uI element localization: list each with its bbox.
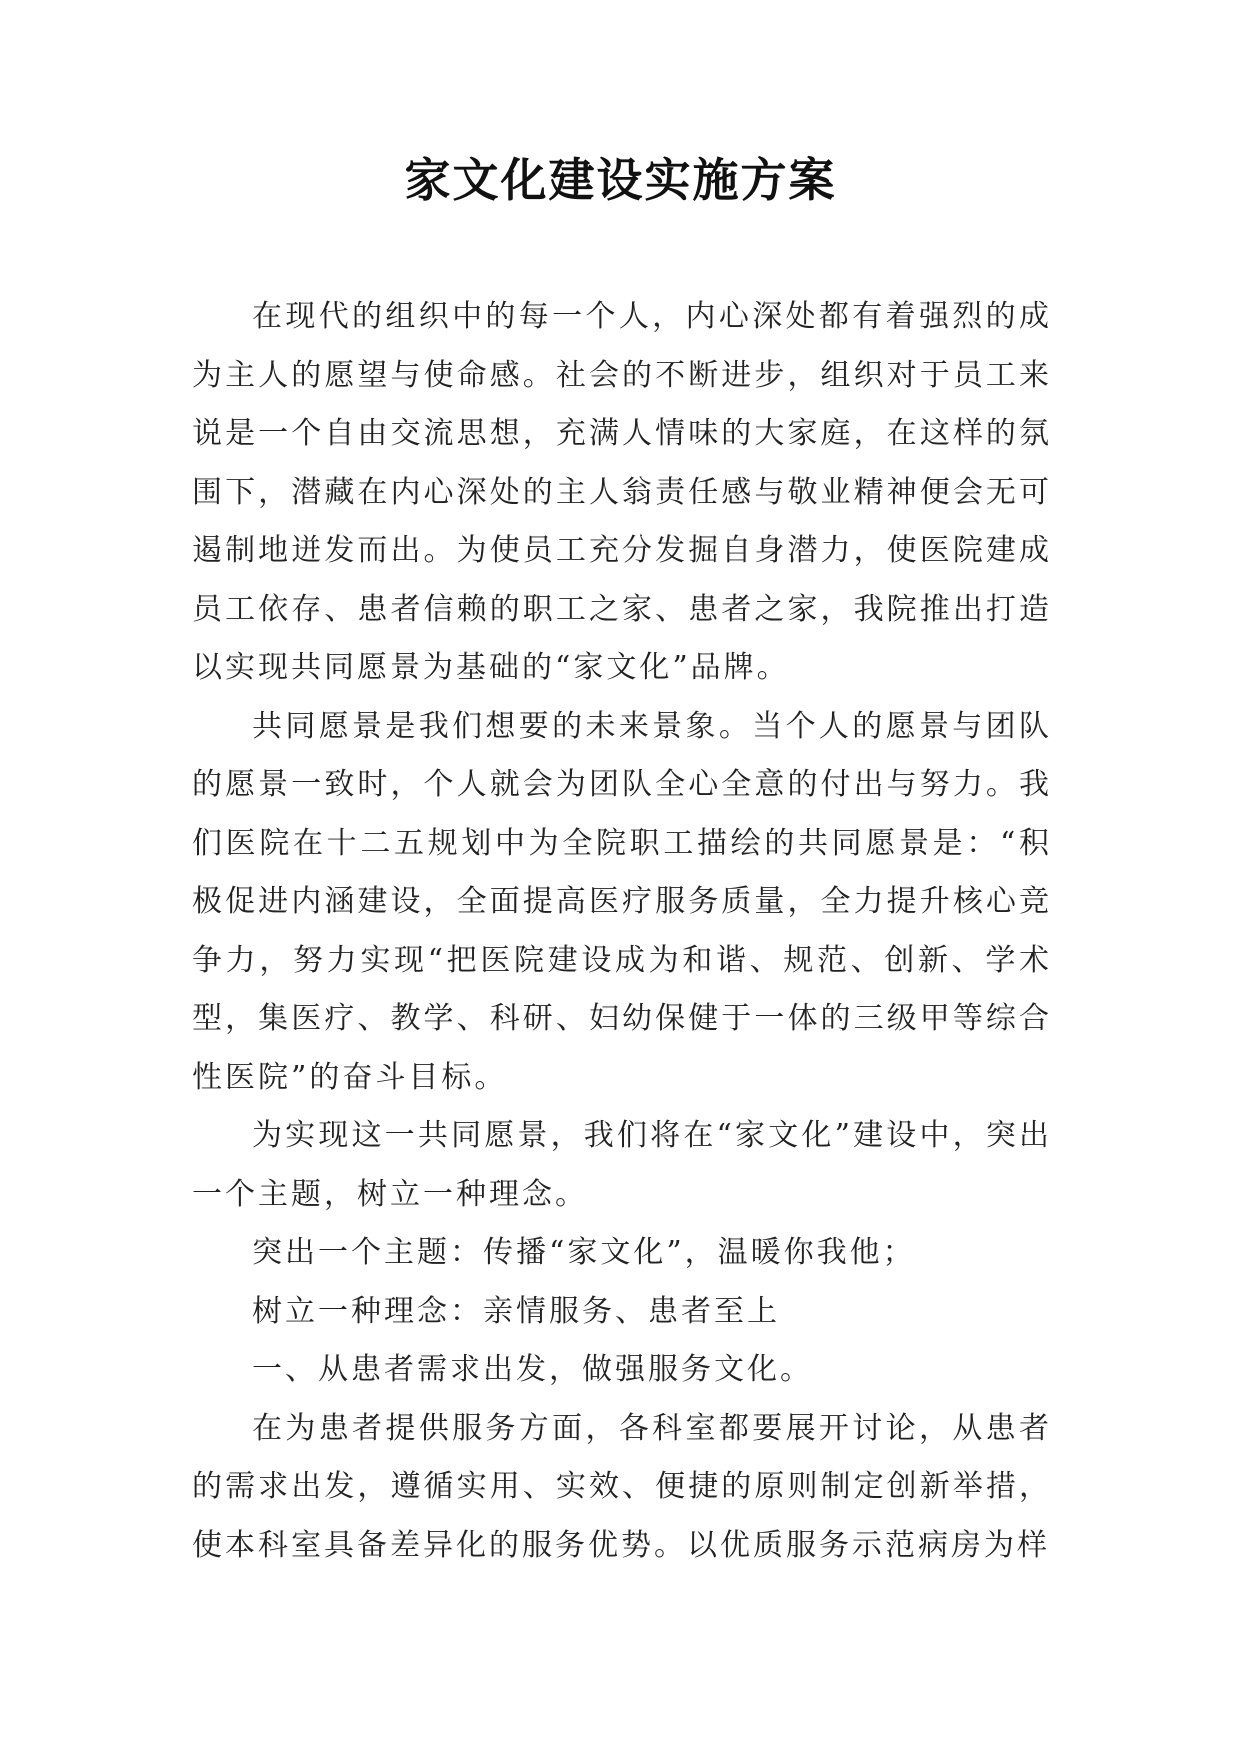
paragraph-theme-intro: 为实现这一共同愿景，我们将在“家文化”建设中，突出一个主题，树立一种理念。 — [192, 1118, 1052, 1212]
paragraph-shared-vision: 共同愿景是我们想要的未来景象。当个人的愿景与团队的愿景一致时，个人就会为团队全心全意的付出与努力。我们医院在十二五规划中为全院职工描绘的共同愿景是：“积极促进内涵建设，全面提高医疗服务质量，全力提升核心竞争力，努力实现“把医院建设成为和谐、规范、创新、学术型，集医疗、教学、科研、妇幼保健于一体的三级甲等综合性医院”的奋斗目标。 — [192, 708, 1052, 1095]
paragraph-concept: 树立一种理念：亲情服务、患者至上 — [252, 1293, 780, 1329]
paragraph-service: 在为患者提供服务方面，各科室都要展开讨论，从患者的需求出发，遵循实用、实效、便捷的原则制定创新举措，使本科室具备差异化的服务优势。以优质服务示范病房为样 — [192, 1410, 1052, 1563]
document-title: 家文化建设实施方案 — [404, 153, 837, 207]
document-body — [192, 288, 1052, 1575]
paragraph-intro: 在现代的组织中的每一个人，内心深处都有着强烈的成为主人的愿望与使命感。社会的不断进步，组织对于员工来说是一个自由交流思想，充满人情味的大家庭，在这样的氛围下，潜藏在内心深处的主人翁责任感与敬业精神便会无可遏制地迸发而出。为使员工充分发掘自身潜力，使医院建成员工依存、患者信赖的职工之家、患者之家，我院推出打造以实现共同愿景为基础的“家文化”品牌。 — [192, 299, 1052, 685]
section-heading-1: 一、从患者需求出发，做强服务文化。 — [252, 1352, 813, 1387]
paragraph-theme: 突出一个主题：传播“家文化”，温暖你我他； — [252, 1235, 916, 1270]
